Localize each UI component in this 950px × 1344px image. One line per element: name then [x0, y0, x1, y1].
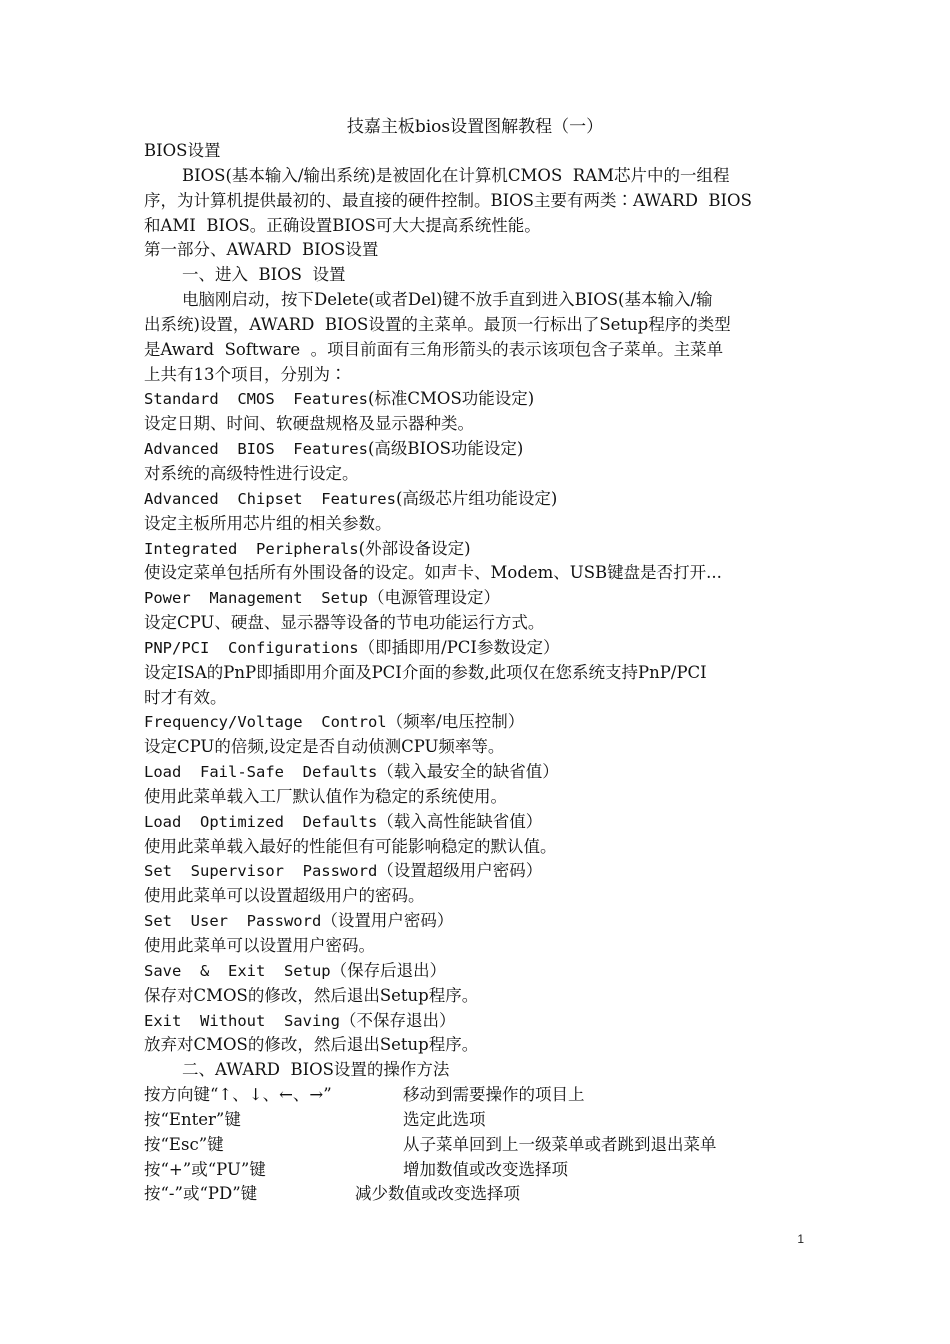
paragraph-line: 出系统)设置，AWARD BIOS设置的主菜单。最顶一行标出了Setup程序的类型: [144, 314, 731, 334]
menu-item-english-name: PNP/PCI Configurations: [144, 638, 359, 657]
menu-item-title: [144, 859, 814, 884]
menu-item-description: 放弃对CMOS的修改，然后退出Setup程序。: [144, 1035, 479, 1055]
subsection-heading: 一、进入 BIOS 设置: [182, 265, 346, 285]
menu-item-english-name: Exit Without Saving: [144, 1011, 340, 1030]
menu-item-chinese-name: (高级BIOS功能设定): [367, 439, 524, 459]
menu-item-description: 设定ISA的PnP即插即用介面及PCI介面的参数,此项仅在您系统支持PnP/PCI: [144, 662, 707, 682]
section-heading-bios: BIOS设置: [144, 141, 221, 160]
paragraph-line: 是Award Software 。项目前面有三角形箭头的表示该项包含子菜单。主菜单: [144, 339, 724, 359]
menu-item-description: 使用此菜单载入最好的性能但有可能影响稳定的默认值。: [144, 836, 557, 856]
menu-item-description: 设定CPU、硬盘、显示器等设备的节电功能运行方式。: [144, 613, 545, 633]
menu-item-title: [144, 387, 814, 412]
key-label: 按“Esc”键: [144, 1134, 224, 1154]
menu-item-english-name: Set User Password: [144, 912, 322, 931]
paragraph-line: BIOS(基本输入/输出系统)是被固化在计算机CMOS RAM芯片中的一组程: [182, 165, 730, 185]
bios-menu-item-list: [144, 387, 814, 1058]
key-description: 增加数值或改变选择项: [403, 1159, 568, 1179]
menu-item-chinese-name: （载入高性能缺省值）: [377, 811, 543, 831]
key-label: 按方向键“↑、↓、←、→”: [144, 1085, 332, 1105]
menu-item-title: [144, 1009, 814, 1034]
menu-item-chinese-name: （载入最安全的缺省值）: [377, 762, 559, 782]
document-title: 技嘉主板bios设置图解教程（一）: [346, 117, 604, 137]
menu-item-chinese-name: （设置超级用户密码）: [377, 861, 543, 881]
page-number: 1: [797, 1232, 804, 1246]
menu-item-title: [144, 710, 814, 735]
menu-item-title: [144, 959, 814, 984]
menu-item-description: 设定主板所用芯片组的相关参数。: [144, 513, 392, 533]
menu-item-english-name: Advanced BIOS Features: [144, 440, 368, 459]
key-row: [144, 1083, 814, 1108]
section2-heading: 二、AWARD BIOS设置的操作方法: [182, 1060, 450, 1080]
menu-item-description: 使用此菜单可以设置用户密码。: [144, 936, 375, 955]
key-label: 按“-”或“PD”键: [144, 1184, 258, 1204]
key-row: [144, 1182, 814, 1207]
menu-item-chinese-name: （保存后退出）: [330, 960, 447, 980]
menu-item-chinese-name: (外部设备设定): [358, 538, 471, 558]
key-operation-list: [144, 1083, 814, 1207]
menu-item-description-continued: 时才有效。: [144, 687, 227, 707]
menu-item-chinese-name: （频率/电压控制）: [386, 712, 525, 732]
paragraph-line: 和AMI BIOS。正确设置BIOS可大大提高系统性能。: [144, 215, 541, 235]
menu-item-description: 使设定菜单包括所有外围设备的设定。如声卡、Modem、USB键盘是否打开...: [144, 563, 722, 583]
menu-item-title: [144, 586, 814, 611]
menu-item-chinese-name: (高级芯片组功能设定): [395, 488, 558, 508]
menu-item-english-name: Integrated Peripherals: [144, 539, 359, 558]
key-description: 从子菜单回到上一级菜单或者跳到退出菜单: [403, 1134, 717, 1154]
key-row: [144, 1158, 814, 1183]
document-body: [144, 139, 814, 1207]
menu-item-title: [144, 636, 814, 661]
menu-item-english-name: Standard CMOS Features: [144, 390, 368, 409]
key-description: 减少数值或改变选择项: [355, 1184, 520, 1204]
menu-item-english-name: Load Fail-Safe Defaults: [144, 763, 378, 782]
menu-item-english-name: Advanced Chipset Features: [144, 489, 396, 508]
menu-item-description: 对系统的高级特性进行设定。: [144, 463, 359, 483]
menu-item-chinese-name: （电源管理设定）: [367, 588, 500, 608]
menu-item-title: [144, 537, 814, 562]
menu-item-title: [144, 909, 814, 934]
menu-item-english-name: Frequency/Voltage Control: [144, 713, 387, 732]
menu-item-english-name: Save & Exit Setup: [144, 961, 331, 980]
menu-item-description: 保存对CMOS的修改，然后退出Setup程序。: [144, 985, 479, 1005]
menu-item-title: [144, 487, 814, 512]
key-row: [144, 1133, 814, 1158]
key-description: 选定此选项: [403, 1109, 486, 1129]
key-description: 移动到需要操作的项目上: [403, 1085, 585, 1105]
key-label: 按“Enter”键: [144, 1109, 241, 1129]
menu-item-english-name: Power Management Setup: [144, 589, 368, 608]
menu-item-chinese-name: （即插即用/PCI参数设定）: [358, 637, 560, 657]
menu-item-chinese-name: (标准CMOS功能设定): [367, 389, 535, 409]
paragraph-line: 序，为计算机提供最初的、最直接的硬件控制。BIOS主要有两类∶AWARD BIOS: [144, 190, 752, 210]
menu-item-title: [144, 437, 814, 462]
menu-item-description: 使用此菜单可以设置超级用户的密码。: [144, 886, 425, 906]
paragraph-line: 上共有13个项目，分别为∶: [144, 364, 347, 384]
menu-item-description: 设定日期、时间、软硬盘规格及显示器种类。: [144, 414, 474, 434]
menu-item-chinese-name: （设置用户密码）: [321, 911, 454, 931]
part-heading: 第一部分、AWARD BIOS设置: [144, 240, 379, 260]
menu-item-chinese-name: （不保存退出）: [339, 1010, 456, 1030]
menu-item-title: [144, 810, 814, 835]
paragraph-line: 电脑刚启动，按下Delete(或者Del)键不放手直到进入BIOS(基本输入/输: [182, 290, 713, 310]
key-row: [144, 1108, 814, 1133]
menu-item-english-name: Load Optimized Defaults: [144, 812, 378, 831]
key-label: 按“+”或“PU”键: [144, 1159, 266, 1179]
menu-item-english-name: Set Supervisor Password: [144, 862, 378, 881]
menu-item-description: 设定CPU的倍频,设定是否自动侦测CPU频率等。: [144, 737, 505, 757]
menu-item-title: [144, 760, 814, 785]
menu-item-description: 使用此菜单载入工厂默认值作为稳定的系统使用。: [144, 786, 507, 806]
